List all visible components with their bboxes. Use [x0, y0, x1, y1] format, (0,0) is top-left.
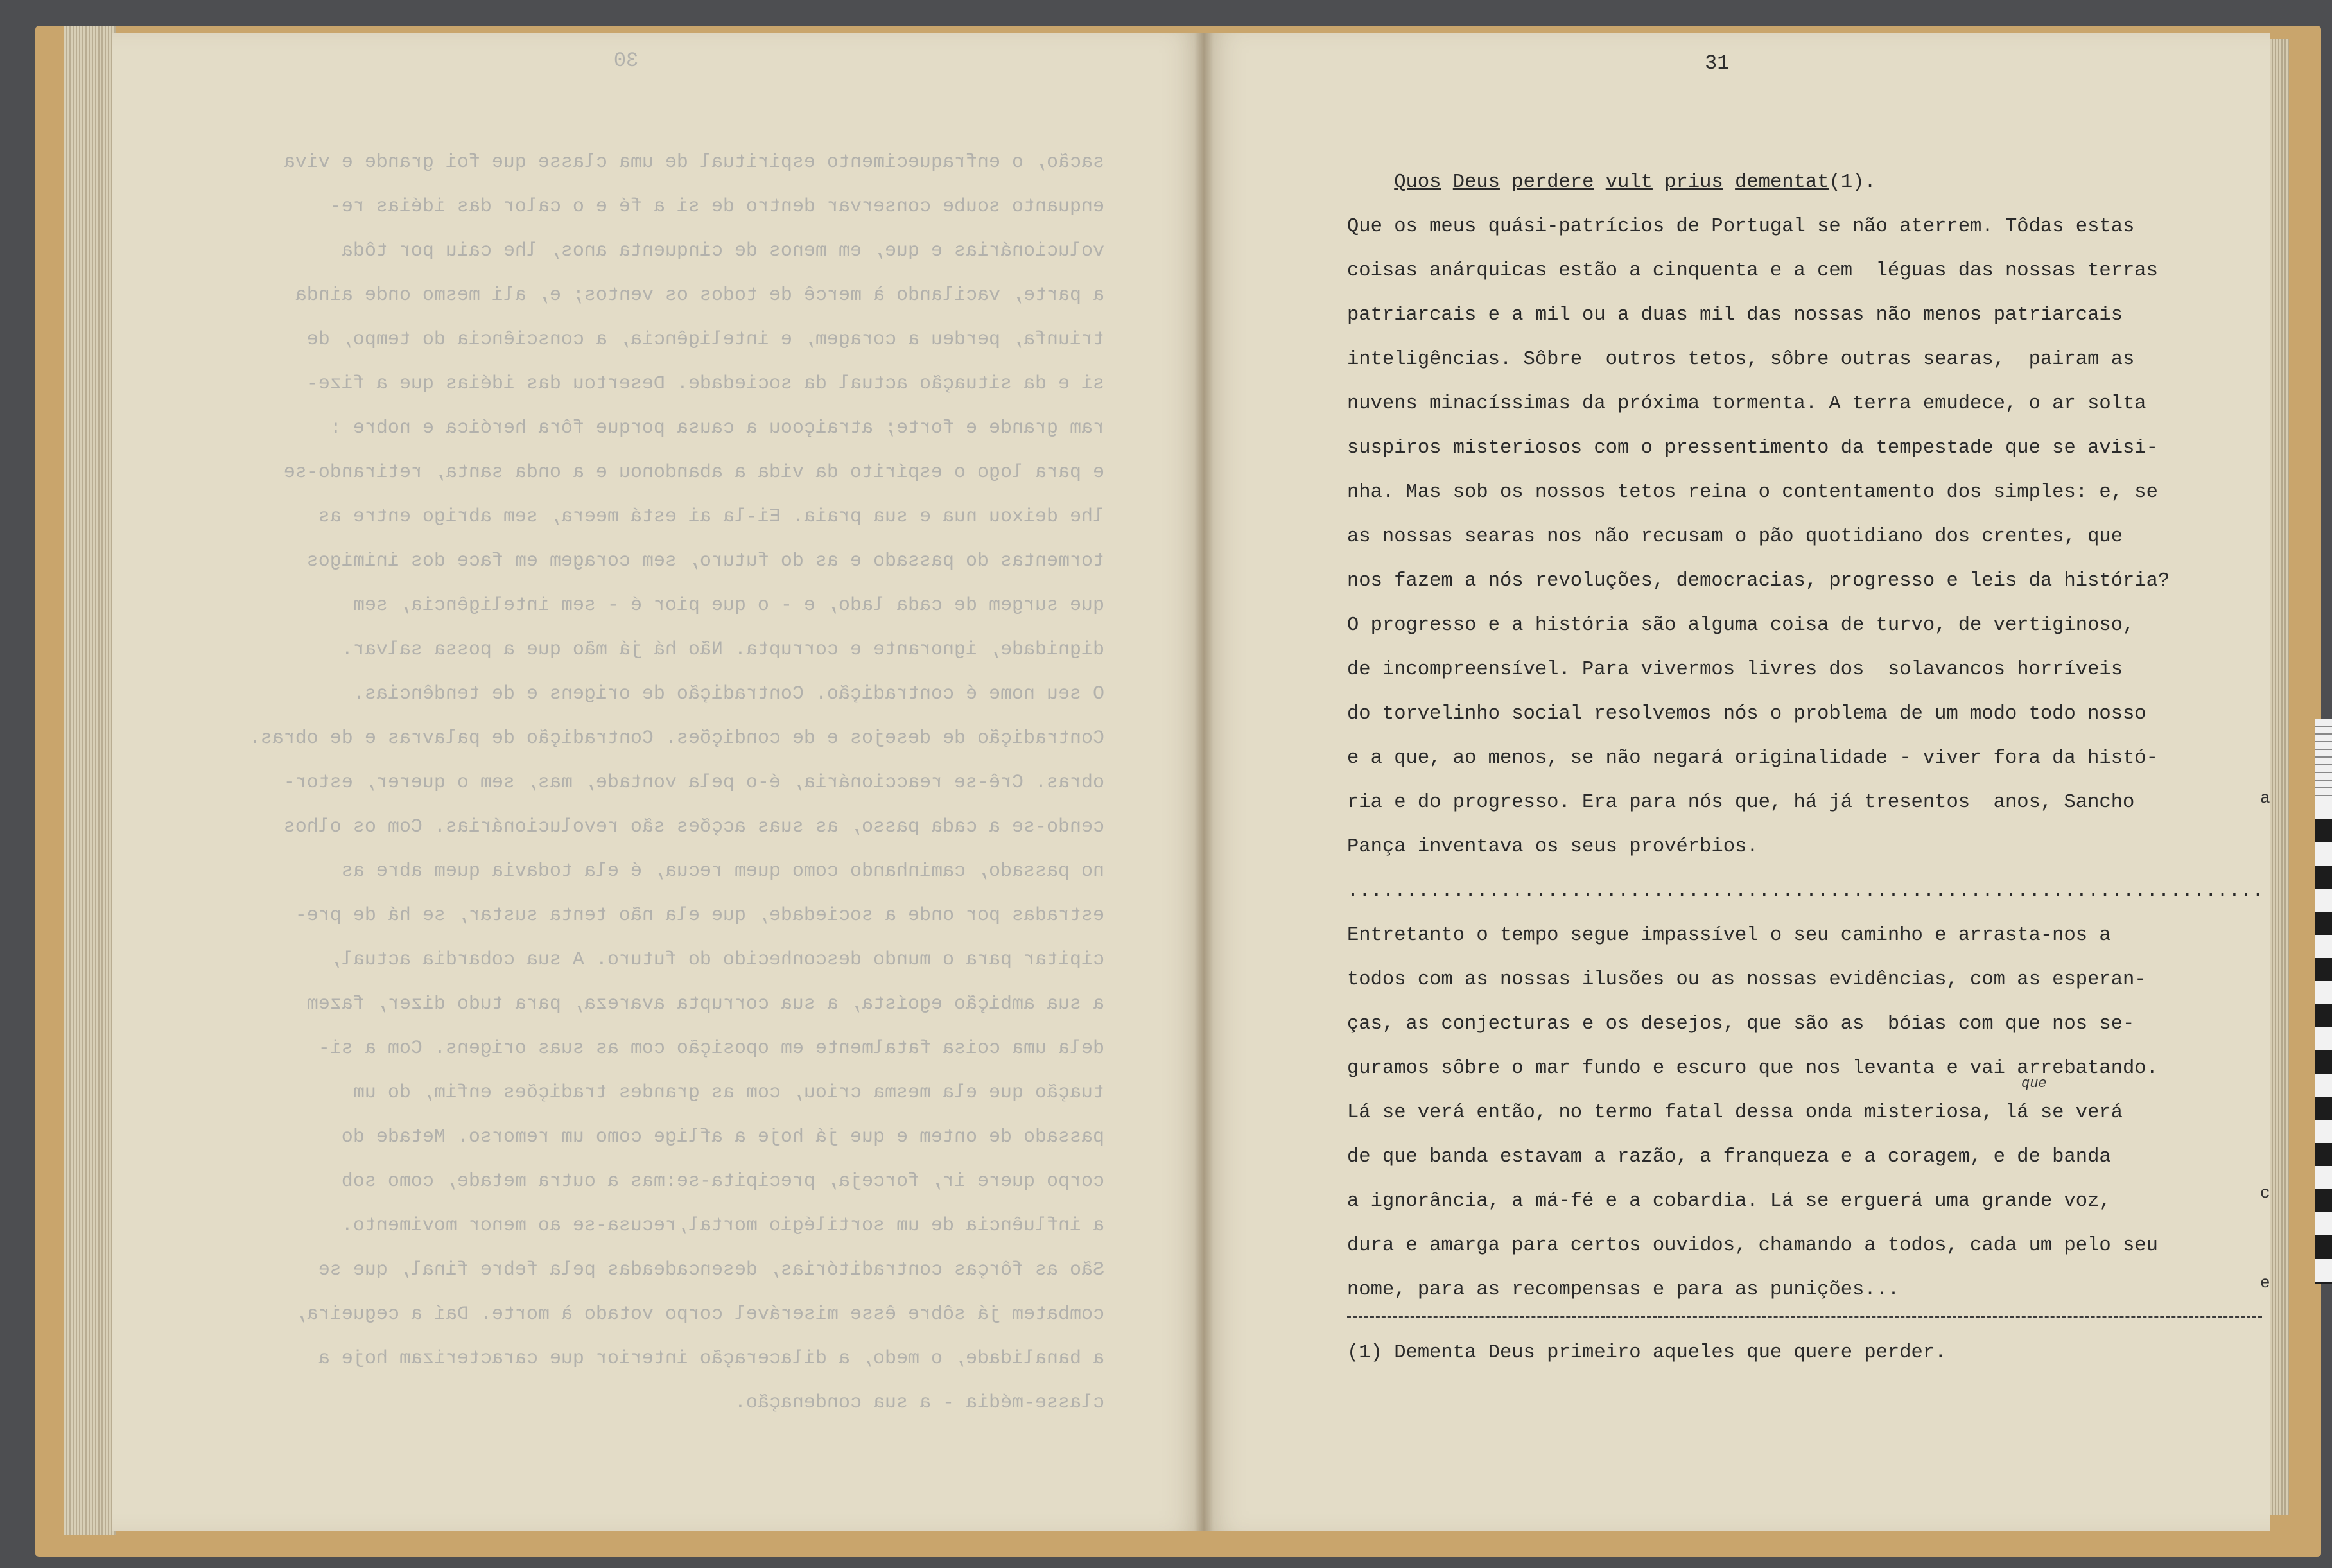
text-line: passado de ontem e que já hoje a aflige como um remorso. Metade do: [341, 1126, 1104, 1148]
text-line: e para logo o espírito da vida a abandonou e a onda santa, retirando-se: [283, 462, 1104, 483]
text-line: nos fazem a nós revoluções, democracias, progresso e leis da história?: [1347, 570, 2170, 592]
text-line: nome, para as recompensas e para as punições...: [1347, 1279, 1900, 1301]
text-line: ças, as conjecturas e os desejos, que são as bóias com que nos se-: [1347, 1013, 2135, 1035]
footnote-rule: [1347, 1316, 2262, 1318]
text-line: nuvens minacíssimas da próxima tormenta. A terra emudece, o ar solta: [1347, 393, 2146, 415]
text-line: lhe deixou nua e sua praia. Ei-la ai está meera, sem abrigo entre as: [318, 506, 1104, 528]
text-line: enquanto soube conservar dentro de si a fé e o calor das idéias re-: [329, 196, 1104, 218]
text-line: São as fôrças contraditórias, desencadeadas pela febre final, que se: [318, 1259, 1104, 1281]
text-line: classe-média - a sua condenação.: [734, 1392, 1104, 1414]
title-word: Quos: [1394, 171, 1441, 193]
paragraph-2: [1347, 914, 2259, 1312]
text-line: dura e amarga para certos ouvidos, chamando a todos, cada um pelo seu: [1347, 1235, 2158, 1257]
text-line: volucionárias e que, em menos de cinquenta anos, lhe caiu por tôda: [341, 240, 1104, 262]
margin-mark: e: [2260, 1273, 2270, 1293]
text-line: inteligências. Sôbre outros tetos, sôbre outras searas, pairam as: [1347, 349, 2135, 370]
left-page-bleedthrough-text: [148, 39, 1104, 1425]
text-line: triunfa, perdeu a coragem, e inteligência, a consciência do tempo, de: [306, 329, 1104, 351]
latin-title: [1347, 161, 2259, 205]
text-line: do torvelinho social resolvemos nós o problema de um modo todo nosso: [1347, 703, 2146, 725]
text-line: a banalidade, o medo, a dilaceração interior que caracterizam hoje a: [318, 1348, 1104, 1370]
text-line: Contradição de desejos e de condições. Contradição de palavras e de obras.: [248, 727, 1104, 749]
dotted-separator: ..............................................................................: [1347, 880, 2264, 902]
text-line: combatem já sôbre êsse miserável corpo votado à morte. Daí a cegueira,: [295, 1303, 1104, 1325]
text-line: guramos sôbre o mar fundo e escuro que nos levanta e vai arrebatando.: [1347, 1058, 2158, 1079]
text-line: cendo-se a cada passo, as suas acções são revolucionárias. Com os olhos: [283, 816, 1104, 838]
text-line: tormentas do passado e as do futuro, sem coragem em face dos inimigos: [306, 550, 1104, 572]
text-line: cipitar para o mundo desconhecido do futuro. A sua cobardia actual,: [329, 949, 1104, 971]
text-line: O progresso e a história são alguma coisa de turvo, de vertiginoso,: [1347, 614, 2135, 636]
title-word: vult: [1605, 171, 1653, 193]
text-line: de que banda estavam a razão, a franqueza e a coragem, e de banda: [1347, 1146, 2111, 1168]
text-line: ram grande e forte; atraiçoou a causa porque fôra heróica e nobre :: [329, 417, 1104, 439]
title-word: Deus: [1452, 171, 1500, 193]
left-page-number: 30: [613, 49, 639, 73]
page-edges-left: [64, 26, 116, 1535]
text-line: estradas por onde a sociedade, que ela não tenta sustar, se há de pre-: [295, 905, 1104, 927]
text-line: patriarcais e a mil ou a duas mil das nossas não menos patriarcais: [1347, 304, 2123, 326]
right-page-body: [1347, 161, 2264, 1312]
margin-mark: c: [2260, 1183, 2270, 1203]
text-line: Lá se verá então, no termo fatal dessa onda misteriosa, lá se verá: [1347, 1102, 2123, 1124]
title-word: perdere: [1511, 171, 1594, 193]
text-line: sacão, o enfraquecimento espiritual de uma classe que foi grande e viva: [283, 152, 1104, 173]
text-line: tuação que ela mesma criou, com as grandes tradições enfim, do um: [352, 1082, 1104, 1104]
text-line: coisas anárquicas estão a cinquenta e a cem léguas das nossas terras: [1347, 260, 2158, 282]
left-page-lines: [148, 141, 1104, 1425]
text-line: dignidade, ignorante e corrupta. Não há já mão que a possa salvar.: [341, 639, 1104, 661]
text-line: Entretanto o tempo segue impassível o seu caminho e arrasta-nos a: [1347, 925, 2111, 946]
footnote-reference: (1).: [1829, 171, 1876, 193]
text-line: todos com as nossas ilusões ou as nossas evidências, com as esperan-: [1347, 969, 2146, 991]
text-line: a parte, vacilando à mercê de todos os ventos; e, ali mesmo onde ainda: [295, 284, 1104, 306]
paragraph-1: [1347, 205, 2259, 869]
text-line: O seu nome é contradição. Contradição de origens e de tendências.: [352, 683, 1104, 705]
text-line: Pança inventava os seus provérbios.: [1347, 836, 1759, 858]
title-word: prius: [1664, 171, 1723, 193]
text-line: nha. Mas sob os nossos tetos reina o contentamento dos simples: e, se: [1347, 482, 2158, 503]
text-line: suspiros misteriosos com o pressentimento da tempestade que se avisi-: [1347, 437, 2158, 459]
text-line: corpo quere ir, forceja, precipita-se:mas a outra metade, como sob: [341, 1171, 1104, 1192]
text-line: a influência de um sortilégio mortal,recusa-se ao menor movimento.: [341, 1215, 1104, 1237]
text-line: obras. Crê-se reaccionária, é-o pela vontade, mas, sem o querer, estor-: [283, 772, 1104, 794]
text-line: ria e do progresso. Era para nós que, há já tresentos anos, Sancho: [1347, 792, 2135, 814]
scale-ruler: [2315, 796, 2332, 1284]
text-line: a sua ambição egoísta, a sua corrupta avareza, para tudo dizer, fazem: [306, 993, 1104, 1015]
text-line: que surgem de cada lado, e - o que pior é - sem inteligência, sem: [352, 595, 1104, 616]
right-page-number: 31: [1705, 51, 1730, 75]
title-word: dementat: [1735, 171, 1829, 193]
text-line: Que os meus quási-patrícios de Portugal se não aterrem. Tôdas estas: [1347, 216, 2135, 238]
margin-mark: a: [2260, 788, 2270, 808]
page-edges-right: [2270, 39, 2289, 1515]
text-line: e a que, ao menos, se não negará originalidade - viver fora da histó-: [1347, 747, 2158, 769]
text-line: de incompreensível. Para vivermos livres dos solavancos horríveis: [1347, 659, 2123, 681]
footnote: (1) Dementa Deus primeiro aqueles que quere perder.: [1347, 1342, 1947, 1364]
text-line: si e da situação actual da sociedade. Desertou das idéias que a fize-: [306, 373, 1104, 395]
text-line: dela uma coisa fatalmente em oposição com as suas origens. Com a si-: [318, 1038, 1104, 1059]
handwritten-interlinear-note: que: [2021, 1076, 2047, 1092]
text-line: no passado, caminhando como quem recua, é ela todavia quem abre as: [341, 860, 1104, 882]
text-line: as nossas searas nos não recusam o pão quotidiano dos crentes, que: [1347, 526, 2123, 548]
text-line: a ignorância, a má-fé e a cobardia. Lá se erguerá uma grande voz,: [1347, 1190, 2111, 1212]
book-gutter: [1194, 33, 1214, 1531]
scale-ruler-ticks: [2315, 719, 2332, 796]
